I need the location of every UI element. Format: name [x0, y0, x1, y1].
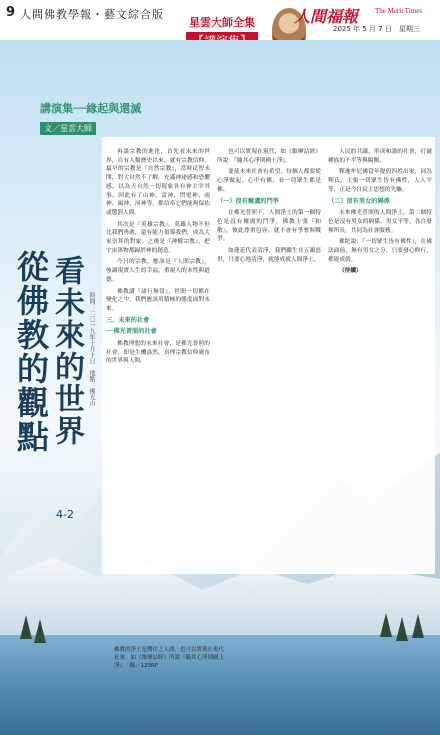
- tree-icon: [412, 614, 424, 638]
- body-column-3: [328, 148, 432, 563]
- paragraph: 要使未來社會有希望，每個人都要從心淨做起。心中有佛，看一切眾生都是佛。: [217, 169, 321, 193]
- subheading-sub: ──佛光普照的社會: [106, 328, 157, 336]
- paragraph: 也可以實現在現代，如《維摩詰經》所說：『隨其心淨則國土淨』。: [217, 149, 321, 164]
- article-lead: [40, 100, 141, 135]
- body-column-2: [217, 148, 321, 563]
- photo-credit: 攝／123RF: [129, 663, 158, 669]
- caption-text: 佛教的淨土是嚮往之人間，也可以實現在現代社會，如《維摩詰經》所說『隨其心淨則國土淨』。: [114, 647, 225, 669]
- paragraph: 在佛光普照下，人間淨土的第一個特色是沒有爾虞的鬥爭。佛教主張『和敬』，彼此尊重包容，就不會有爭奪與戰爭。: [217, 210, 321, 243]
- installment-number: 4-2: [56, 508, 74, 521]
- newspaper-logo-en: The Merit Times: [375, 7, 423, 15]
- paragraph: 佛教講『諸行無常』，世間一切都在變化之中，我們應該用積極的態度面對未來。: [106, 288, 210, 312]
- section-title: 人間佛教學報・藝文綜合版: [20, 8, 164, 21]
- paragraph: 其次是『英雄宗教』。英雄人物不但比我們勇敢，還有能力領導我們，成為大家崇拜的對象。之後是『神權宗教』，把宇宙萬物都歸於神的創造。: [106, 221, 210, 254]
- paragraph: 再談宗教的進化，首先看未來的世界，自有人類歷史以來，就有宗教信仰。最早的宗教是『自然宗教』，當時民智未開，對大自然不了解，充滿神祕感和恐懼感，以為天自然一切現象各有神主宰其事，因此有了山神、雷神、閃電神、雨神、風神、河神等，都信奉它們能夠保佑或懲罰人間。: [106, 149, 210, 216]
- page-number: 9: [6, 5, 16, 20]
- subheading: 三、未來的社會: [106, 316, 150, 324]
- series-label: 講演集──緣起與還滅: [40, 102, 142, 115]
- series-name: 星雲大師全集: [189, 16, 255, 29]
- tree-icon: [34, 619, 46, 643]
- body-column-1: [106, 148, 210, 563]
- author-tag: 文／星雲大師: [40, 122, 96, 135]
- paragraph: 釋迦牟尼佛當年提倡四姓出家，同為釋氏，主張一切眾生皆有佛性，人人平等，正是今日民主思想的先驅。: [328, 169, 432, 193]
- lecture-byline: 時間：二〇一九年十月十日 地點：佛光山: [88, 292, 95, 406]
- subheading: （一）沒有爾虞的門爭: [217, 197, 279, 205]
- paragraph: 佛教理想的未來社會，是佛光普照的社會，即是生機盎然、真理宗教信仰廣布的世界與人間。: [106, 341, 210, 365]
- headline-part-2: 看未來的世界: [49, 255, 84, 447]
- subheading: （二）沒有男女的隔係: [328, 197, 390, 205]
- paragraph: 今日的宗教，應該是『人間宗教』，強調現實人生的幸福，重視人的本性與道德。: [106, 259, 210, 283]
- paragraph: 人民的共識，形成和諧的社會，打破種族的不平等與隔閡。: [328, 149, 432, 164]
- to-be-continued: （待續）: [339, 268, 362, 275]
- paragraph: 佛陀說：『一切眾生皆有佛性』，在佛法面前，無有男女之分，只要發心修行，都能成就。: [328, 239, 432, 263]
- tree-icon: [20, 615, 32, 639]
- paragraph: 未來佛光普照的人間淨土，第二個特色是沒有男女的隔係。男女平等，各自發揮所長，共同為社會服務。: [328, 210, 432, 234]
- photo-caption: [114, 646, 229, 670]
- winter-landscape-image: [0, 40, 440, 735]
- paragraph: 如蓮花代表清淨，我們雖生在五濁惡世，只要心地清淨，就能成就人間淨土。: [217, 248, 321, 263]
- newspaper-logo: 人間福報: [294, 7, 359, 26]
- page-header: [0, 0, 440, 41]
- issue-date: 2025 年 5 月 7 日 星期三: [333, 25, 420, 33]
- tree-icon: [396, 617, 408, 641]
- headline-part-1: 從佛教的觀點: [12, 250, 50, 454]
- tree-icon: [380, 613, 392, 637]
